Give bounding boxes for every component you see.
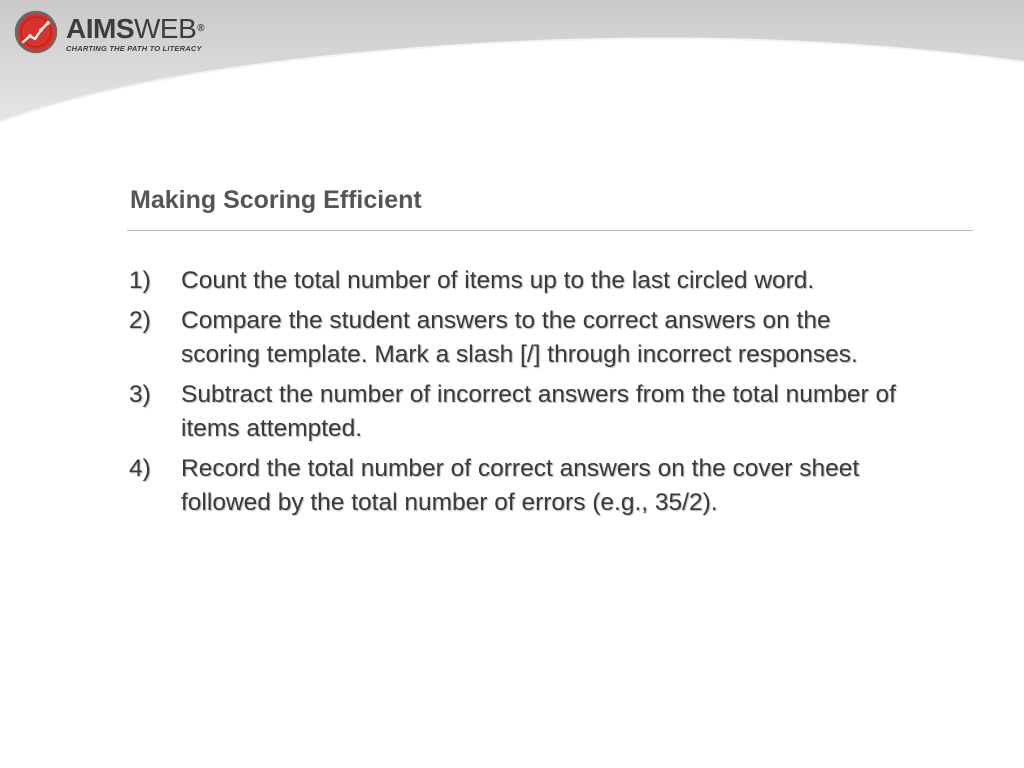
step-item xyxy=(129,452,909,520)
aimsweb-logo xyxy=(14,10,204,54)
step-number: 1) xyxy=(129,267,151,294)
step-text: Subtract the number of incorrect answers from the total number of items attempted. xyxy=(181,381,896,442)
step-item xyxy=(129,264,909,298)
step-text: Compare the student answers to the correct answers on the scoring template. Mark a slash [/] through incorrect responses. xyxy=(181,307,858,368)
step-number: 4) xyxy=(129,455,151,482)
slide-title: Making Scoring Efficient xyxy=(130,186,422,214)
registered-mark: ® xyxy=(197,23,205,34)
step-text: Count the total number of items up to the last circled word. xyxy=(181,267,815,294)
brand-name xyxy=(66,14,204,44)
steps-list xyxy=(129,264,909,526)
title-divider xyxy=(127,230,973,231)
brand-name-bold: AIMS xyxy=(66,13,134,44)
step-item xyxy=(129,378,909,446)
step-text: Record the total number of correct answers on the cover sheet followed by the total number of errors (e.g., 35/2). xyxy=(181,455,860,516)
brand-tagline: CHARTING THE PATH TO LITERACY xyxy=(66,44,202,53)
brand-name-light: WEB xyxy=(134,13,197,44)
step-number: 3) xyxy=(129,381,151,408)
step-number: 2) xyxy=(129,307,151,334)
step-item xyxy=(129,304,909,372)
rising-chart-icon xyxy=(14,10,58,54)
